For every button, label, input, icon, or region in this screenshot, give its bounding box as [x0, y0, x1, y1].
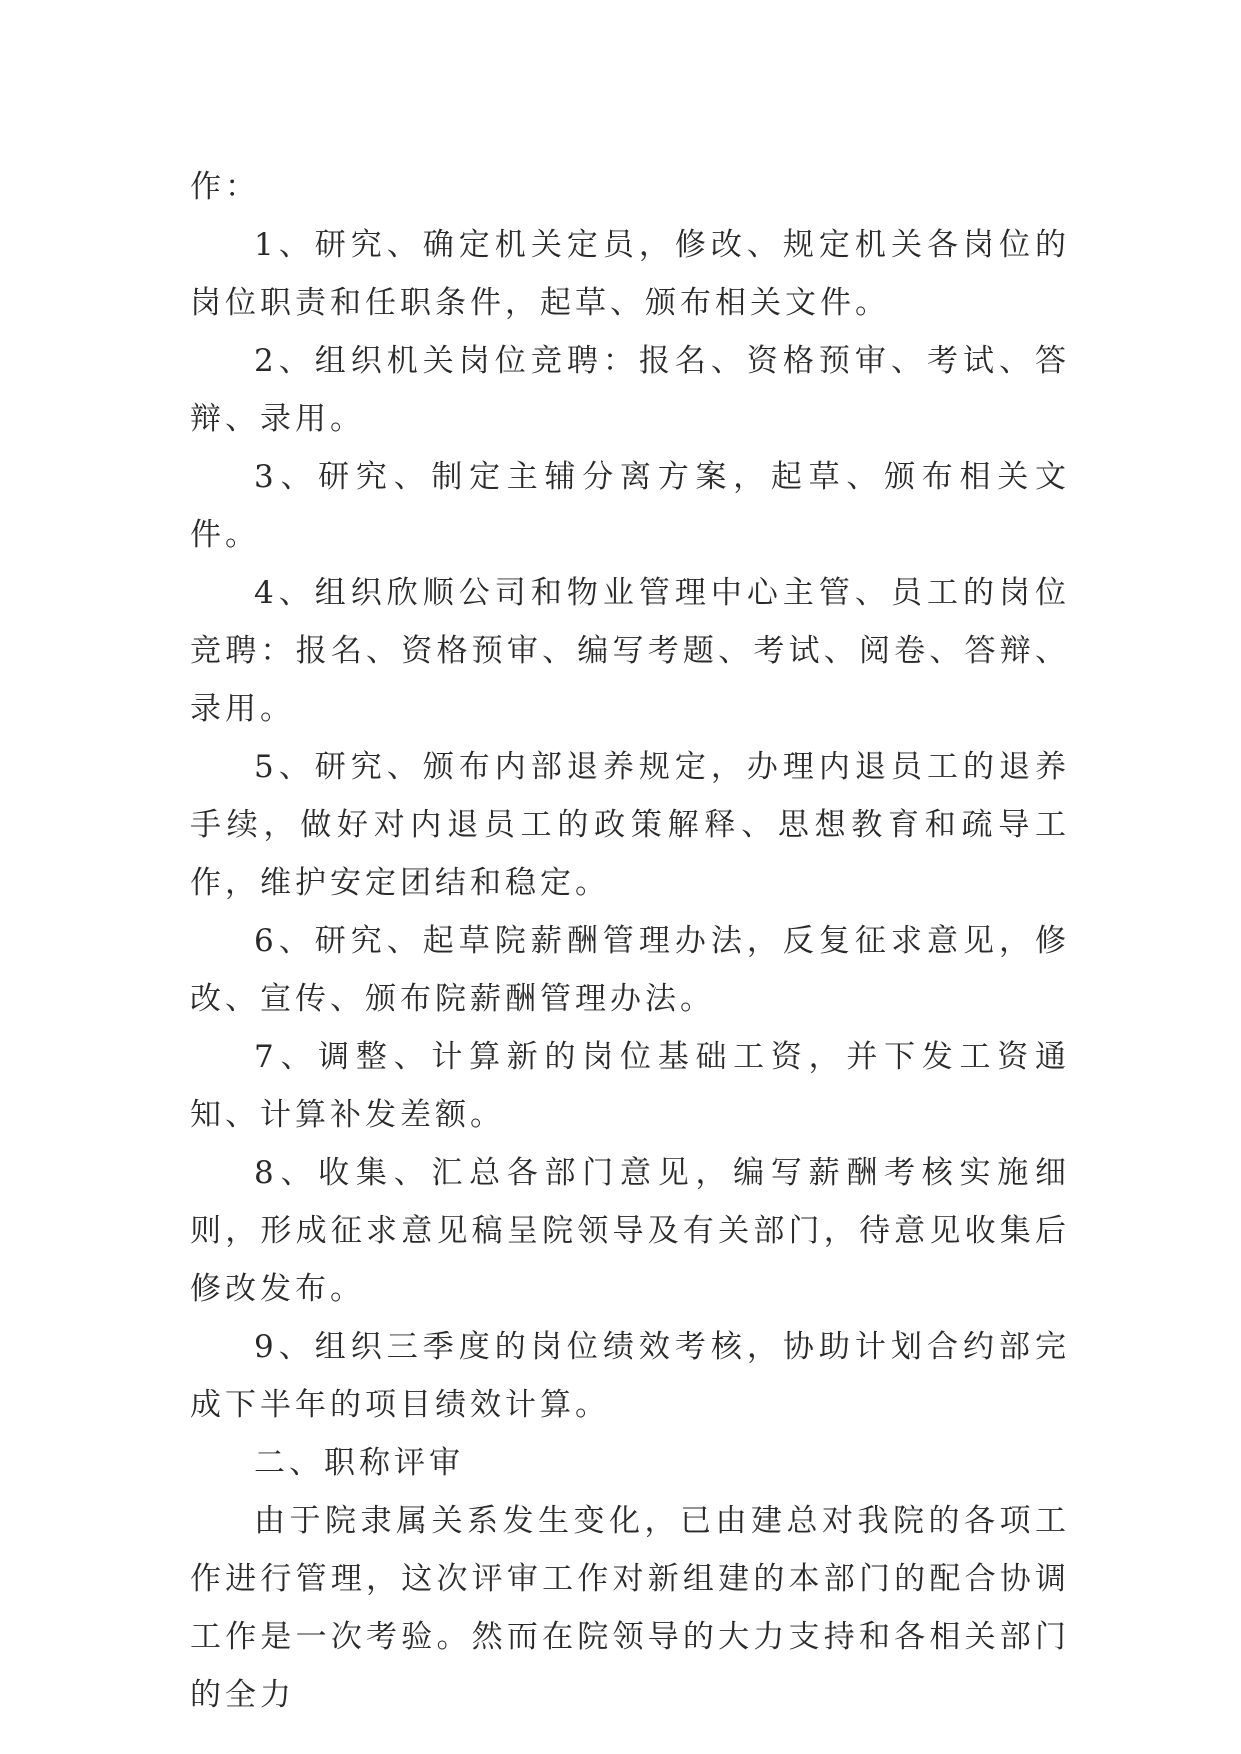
paragraph: 4、组织欣顺公司和物业管理中心主管、员工的岗位竞聘：报名、资格预审、编写考题、考试、阅卷、答辩、录用。	[190, 575, 1070, 727]
paragraph: 6、研究、起草院薪酬管理办法，反复征求意见，修改、宣传、颁布院薪酬管理办法。	[190, 923, 1070, 1017]
document-body	[190, 158, 1070, 1724]
section-heading: 二、职称评审	[254, 1445, 464, 1481]
paragraph: 7、调整、计算新的岗位基础工资，并下发工资通知、计算补发差额。	[190, 1039, 1070, 1133]
paragraph: 作：	[190, 169, 260, 205]
paragraph: 3、研究、制定主辅分离方案，起草、颁布相关文件。	[190, 459, 1070, 553]
paragraph: 1、研究、确定机关定员，修改、规定机关各岗位的岗位职责和任职条件，起草、颁布相关文件。	[190, 227, 1070, 321]
paragraph: 8、收集、汇总各部门意见，编写薪酬考核实施细则，形成征求意见稿呈院领导及有关部门，待意见收集后修改发布。	[190, 1155, 1070, 1307]
paragraph: 5、研究、颁布内部退养规定，办理内退员工的退养手续，做好对内退员工的政策解释、思想教育和疏导工作，维护安定团结和稳定。	[190, 749, 1070, 901]
paragraph: 由于院隶属关系发生变化，已由建总对我院的各项工作进行管理，这次评审工作对新组建的本部门的配合协调工作是一次考验。然而在院领导的大力支持和各相关部门的全力	[190, 1503, 1070, 1713]
paragraph: 2、组织机关岗位竞聘：报名、资格预审、考试、答辩、录用。	[190, 343, 1070, 437]
paragraph: 9、组织三季度的岗位绩效考核，协助计划合约部完成下半年的项目绩效计算。	[190, 1329, 1070, 1423]
